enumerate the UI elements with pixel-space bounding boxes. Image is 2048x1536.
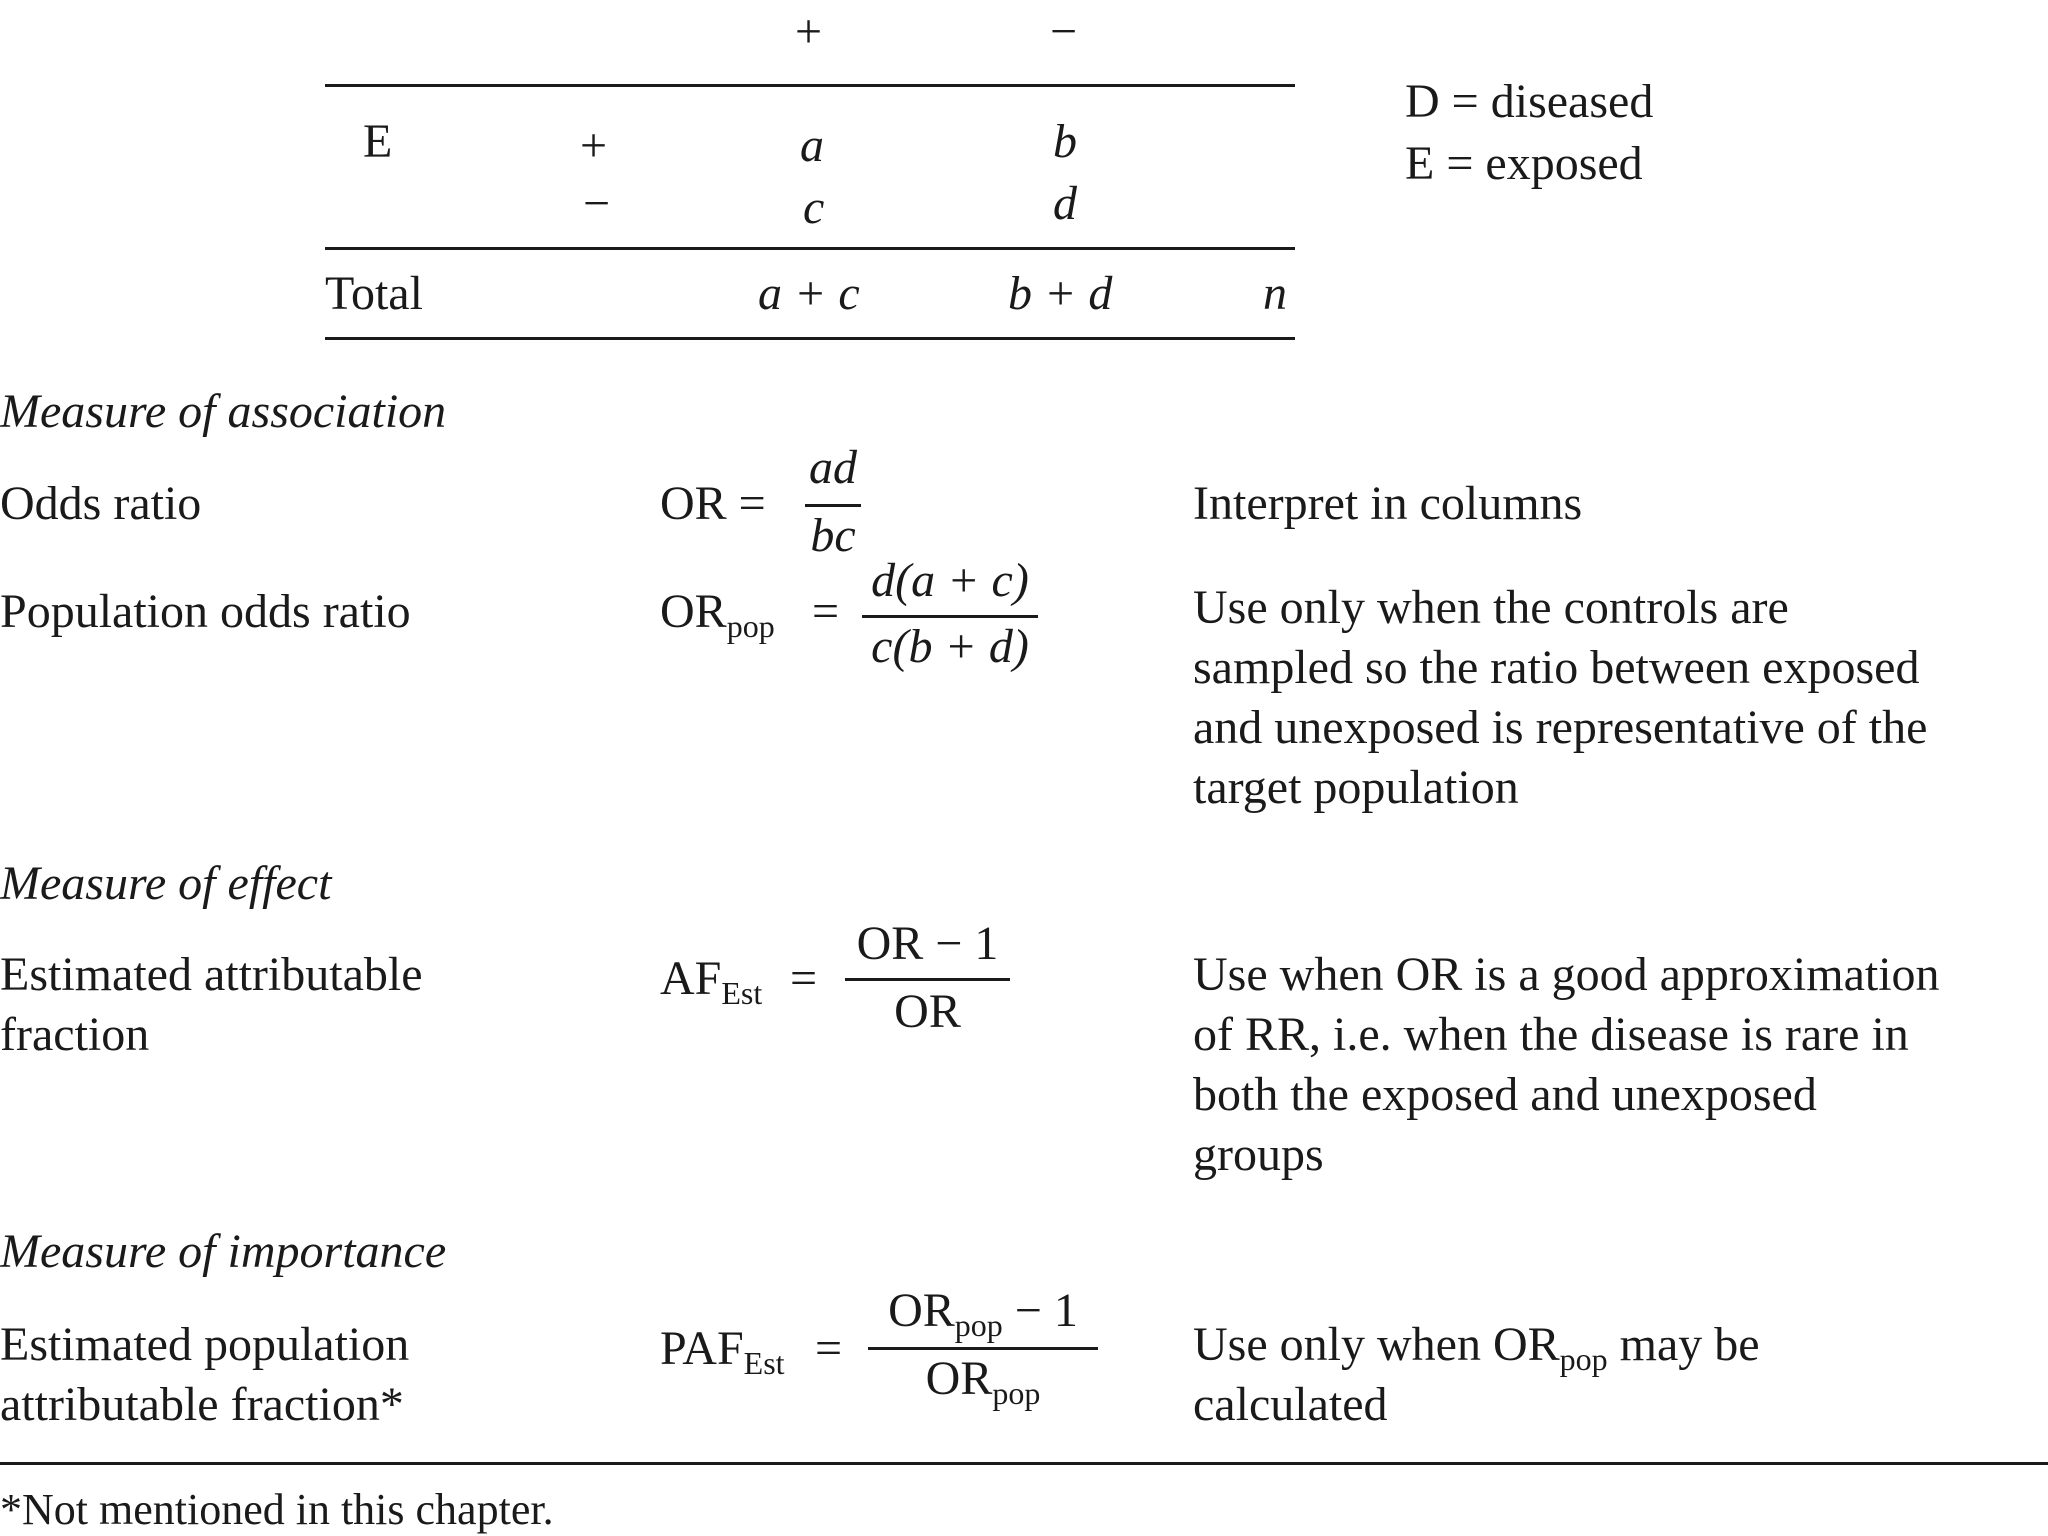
formula-paf-den-sub: pop (992, 1375, 1041, 1411)
note-odds-ratio: Interpret in columns (1193, 477, 1583, 530)
col-header-minus: − (1050, 5, 1078, 58)
formula-af-lhs (660, 952, 763, 1011)
fraction-bar (845, 978, 1010, 981)
cell-d: d (1053, 177, 1077, 230)
label-line: attributable fraction* (0, 1378, 404, 1431)
formula-paf-denominator (868, 1352, 1098, 1411)
row-minus: − (583, 177, 611, 230)
formula-orpop-lhs (660, 585, 775, 644)
note-paf-sub: pop (1559, 1341, 1608, 1377)
formula-paf-sub: Est (743, 1345, 785, 1381)
formula-paf-num-sub: pop (954, 1307, 1003, 1343)
footer-rule (0, 1462, 2048, 1465)
note-paf-b: may be (1607, 1318, 1760, 1371)
legend-exposed: E = exposed (1405, 137, 1643, 190)
note-line: Use only when the controls are (1193, 581, 1789, 634)
label-line: Estimated attributable (0, 948, 423, 1001)
formula-paf-eq: = (815, 1322, 843, 1375)
note-line: of RR, i.e. when the disease is rare in (1193, 1008, 1909, 1061)
label-estimated-attributable-fraction (0, 945, 423, 1065)
formula-or-fraction (805, 440, 861, 560)
note-line: calculated (1193, 1378, 1388, 1431)
formula-af-main: AF (660, 952, 722, 1005)
formula-orpop-main: OR (660, 585, 727, 638)
note-population-odds-ratio (1193, 578, 1927, 818)
formula-af-eq: = (790, 952, 818, 1005)
heading-measure-of-association: Measure of association (0, 385, 447, 438)
heading-measure-of-effect: Measure of effect (0, 857, 332, 910)
table-top-rule (325, 84, 1295, 87)
footnote: *Not mentioned in this chapter. (0, 1485, 554, 1534)
note-line: and unexposed is representative of the (1193, 701, 1928, 754)
formula-or-lhs: OR = (660, 477, 766, 530)
label-estimated-population-attributable-fraction (0, 1315, 409, 1435)
row-plus: + (580, 119, 608, 172)
total-n: n (1263, 267, 1287, 320)
formula-paf-numerator (868, 1284, 1098, 1343)
cell-b: b (1053, 115, 1077, 168)
formula-paf-main: PAF (660, 1322, 744, 1375)
formula-orpop-denominator: c(b + d) (871, 620, 1029, 673)
legend-diseased: D = diseased (1405, 75, 1654, 128)
heading-measure-of-importance: Measure of importance (0, 1225, 447, 1278)
label-odds-ratio: Odds ratio (0, 477, 202, 530)
formula-af-fraction (845, 916, 1010, 1036)
table-mid-rule (325, 247, 1295, 250)
formula-paf-den-main: OR (925, 1352, 993, 1405)
row-label-e: E (363, 115, 393, 168)
note-paf-a: Use only when OR (1193, 1318, 1560, 1371)
formula-or-denominator: bc (810, 509, 856, 562)
note-line: sampled so the ratio between exposed (1193, 641, 1920, 694)
label-population-odds-ratio: Population odds ratio (0, 585, 411, 638)
formula-paf-lhs (660, 1322, 785, 1381)
formula-af-numerator: OR − 1 (856, 917, 999, 970)
label-line: fraction (0, 1008, 150, 1061)
total-a-plus-c: a + c (758, 267, 860, 320)
formula-paf-num-tail: − 1 (1002, 1284, 1078, 1337)
note-attributable-fraction (1193, 945, 1940, 1185)
fraction-bar (868, 1347, 1098, 1350)
label-line: Estimated population (0, 1318, 410, 1371)
formula-or-numerator: ad (809, 441, 857, 494)
col-header-plus: + (795, 5, 823, 58)
fraction-bar (862, 615, 1038, 618)
formula-orpop-eq: = (812, 585, 840, 638)
total-label: Total (325, 267, 423, 320)
total-b-plus-d: b + d (1008, 267, 1113, 320)
formula-orpop-fraction (862, 553, 1038, 673)
note-line: target population (1193, 761, 1519, 814)
note-line (1193, 1315, 1760, 1375)
note-line: Use when OR is a good approximation (1193, 948, 1940, 1001)
table-bottom-rule (325, 337, 1295, 340)
note-line: both the exposed and unexposed (1193, 1068, 1817, 1121)
formula-orpop-sub: pop (726, 608, 775, 644)
note-line: groups (1193, 1128, 1324, 1181)
cell-a: a (800, 119, 824, 172)
formula-paf-num-main: OR (888, 1284, 955, 1337)
fraction-bar (805, 504, 861, 507)
formula-af-sub: Est (721, 975, 763, 1011)
formula-paf-fraction (868, 1285, 1098, 1415)
formula-af-denominator: OR (894, 985, 961, 1038)
cell-c: c (803, 181, 825, 234)
note-population-attributable-fraction (1193, 1315, 1760, 1435)
formula-orpop-numerator: d(a + c) (871, 554, 1029, 607)
